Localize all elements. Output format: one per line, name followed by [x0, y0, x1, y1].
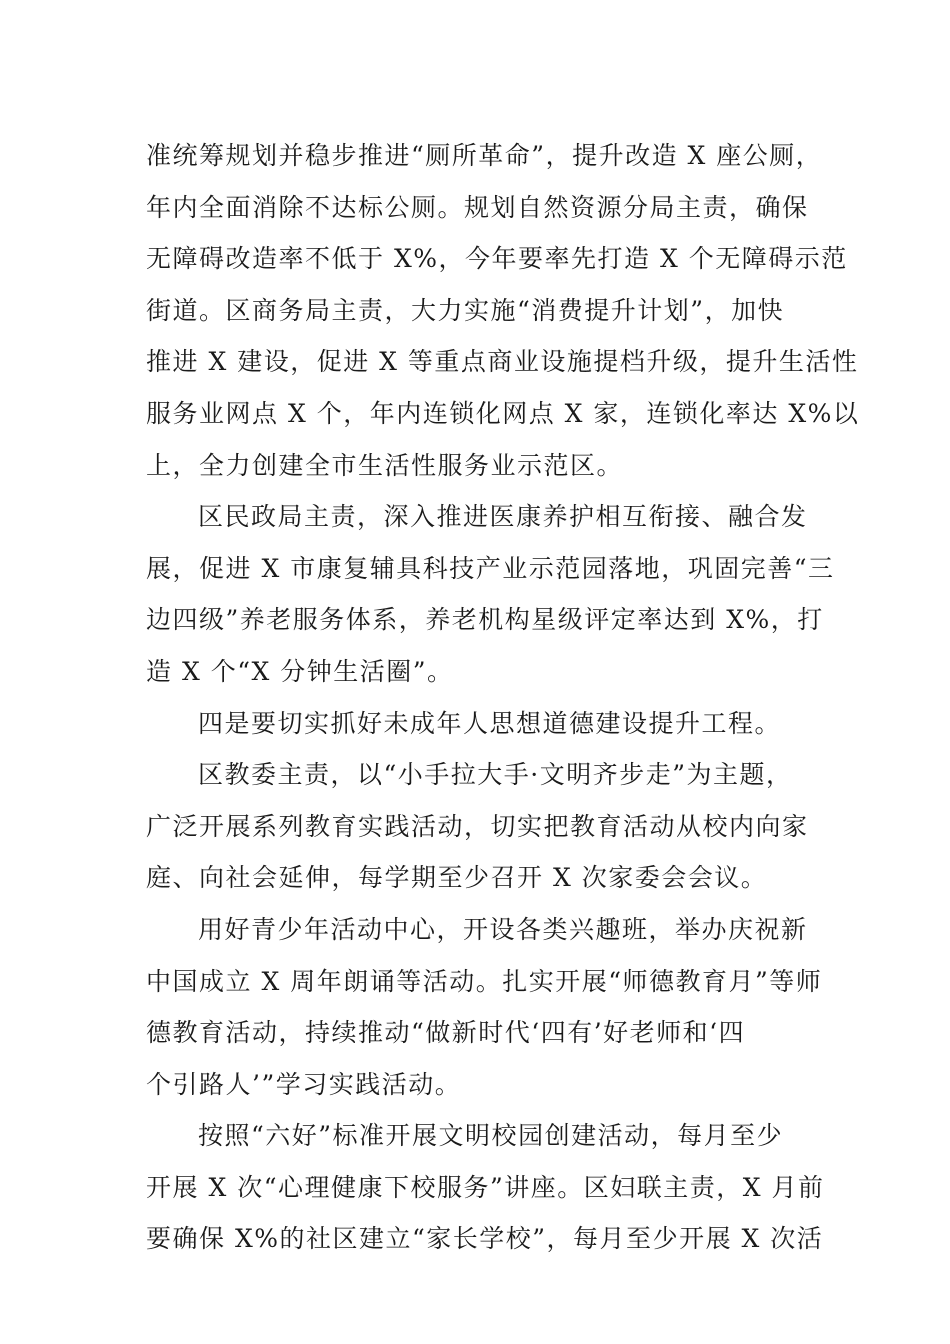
text-line: 德教育活动，持续推动“做新时代‘四有’好老师和‘四: [146, 1018, 746, 1048]
text-line: 要确保 X%的社区建立“家长学校”，每月至少开展 X 次活: [146, 1224, 824, 1254]
paragraph: [146, 904, 823, 1110]
paragraph: [146, 749, 810, 904]
text-line: 四是要切实抓好未成年人思想道德建设提升工程。: [198, 708, 782, 738]
text-line: 街道。区商务局主责，大力实施“消费提升计划”，加快: [146, 295, 785, 325]
text-line: 按照“六好”标准开展文明校园创建活动，每月至少: [198, 1121, 784, 1151]
text-line: 推进 X 建设，促进 X 等重点商业设施提档升级，提升生活性: [146, 347, 859, 377]
text-line: 准统筹规划并稳步推进“厕所革命”，提升改造 X 座公厕，: [146, 141, 823, 170]
paragraph: [146, 491, 835, 697]
text-line: 区教委主责，以“小手拉大手·文明齐步走”为主题，: [198, 760, 793, 790]
text-line: 上，全力创建全市生活性服务业示范区。: [146, 450, 624, 480]
text-line: 广泛开展系列教育实践活动，切实把教育活动从校内向家: [146, 811, 809, 841]
text-line: 服务业网点 X 个，年内连锁化网点 X 家，连锁化率达 X%以: [146, 398, 860, 428]
text-line: 造 X 个“X 分钟生活圈”。: [146, 656, 454, 686]
text-line: 中国成立 X 周年朗诵等活动。扎实开展“师德教育月”等师: [146, 966, 823, 996]
paragraph: [146, 698, 810, 750]
text-line: 庭、向社会延伸，每学期至少召开 X 次家委会会议。: [146, 863, 768, 893]
document-body: [146, 130, 860, 1265]
text-line: 边四级”养老服务体系，养老机构星级评定率达到 X%，打: [146, 605, 824, 635]
text-line: 用好青少年活动中心，开设各类兴趣班，举办庆祝新: [198, 914, 808, 944]
text-line: 展，促进 X 市康复辅具科技产业示范园落地，巩固完善“三: [146, 553, 835, 583]
paragraph: [146, 130, 860, 491]
paragraph: [146, 1110, 825, 1265]
text-line: 区民政局主责，深入推进医康养护相互衔接、融合发: [198, 502, 808, 532]
text-line: 年内全面消除不达标公厕。规划自然资源分局主责，确保: [146, 192, 809, 222]
text-line: 开展 X 次“心理健康下校服务”讲座。区妇联主责，X 月前: [146, 1172, 825, 1202]
text-line: 无障碍改造率不低于 X%，今年要率先打造 X 个无障碍示范: [146, 244, 848, 274]
text-line: 个引路人’”学习实践活动。: [146, 1069, 462, 1099]
